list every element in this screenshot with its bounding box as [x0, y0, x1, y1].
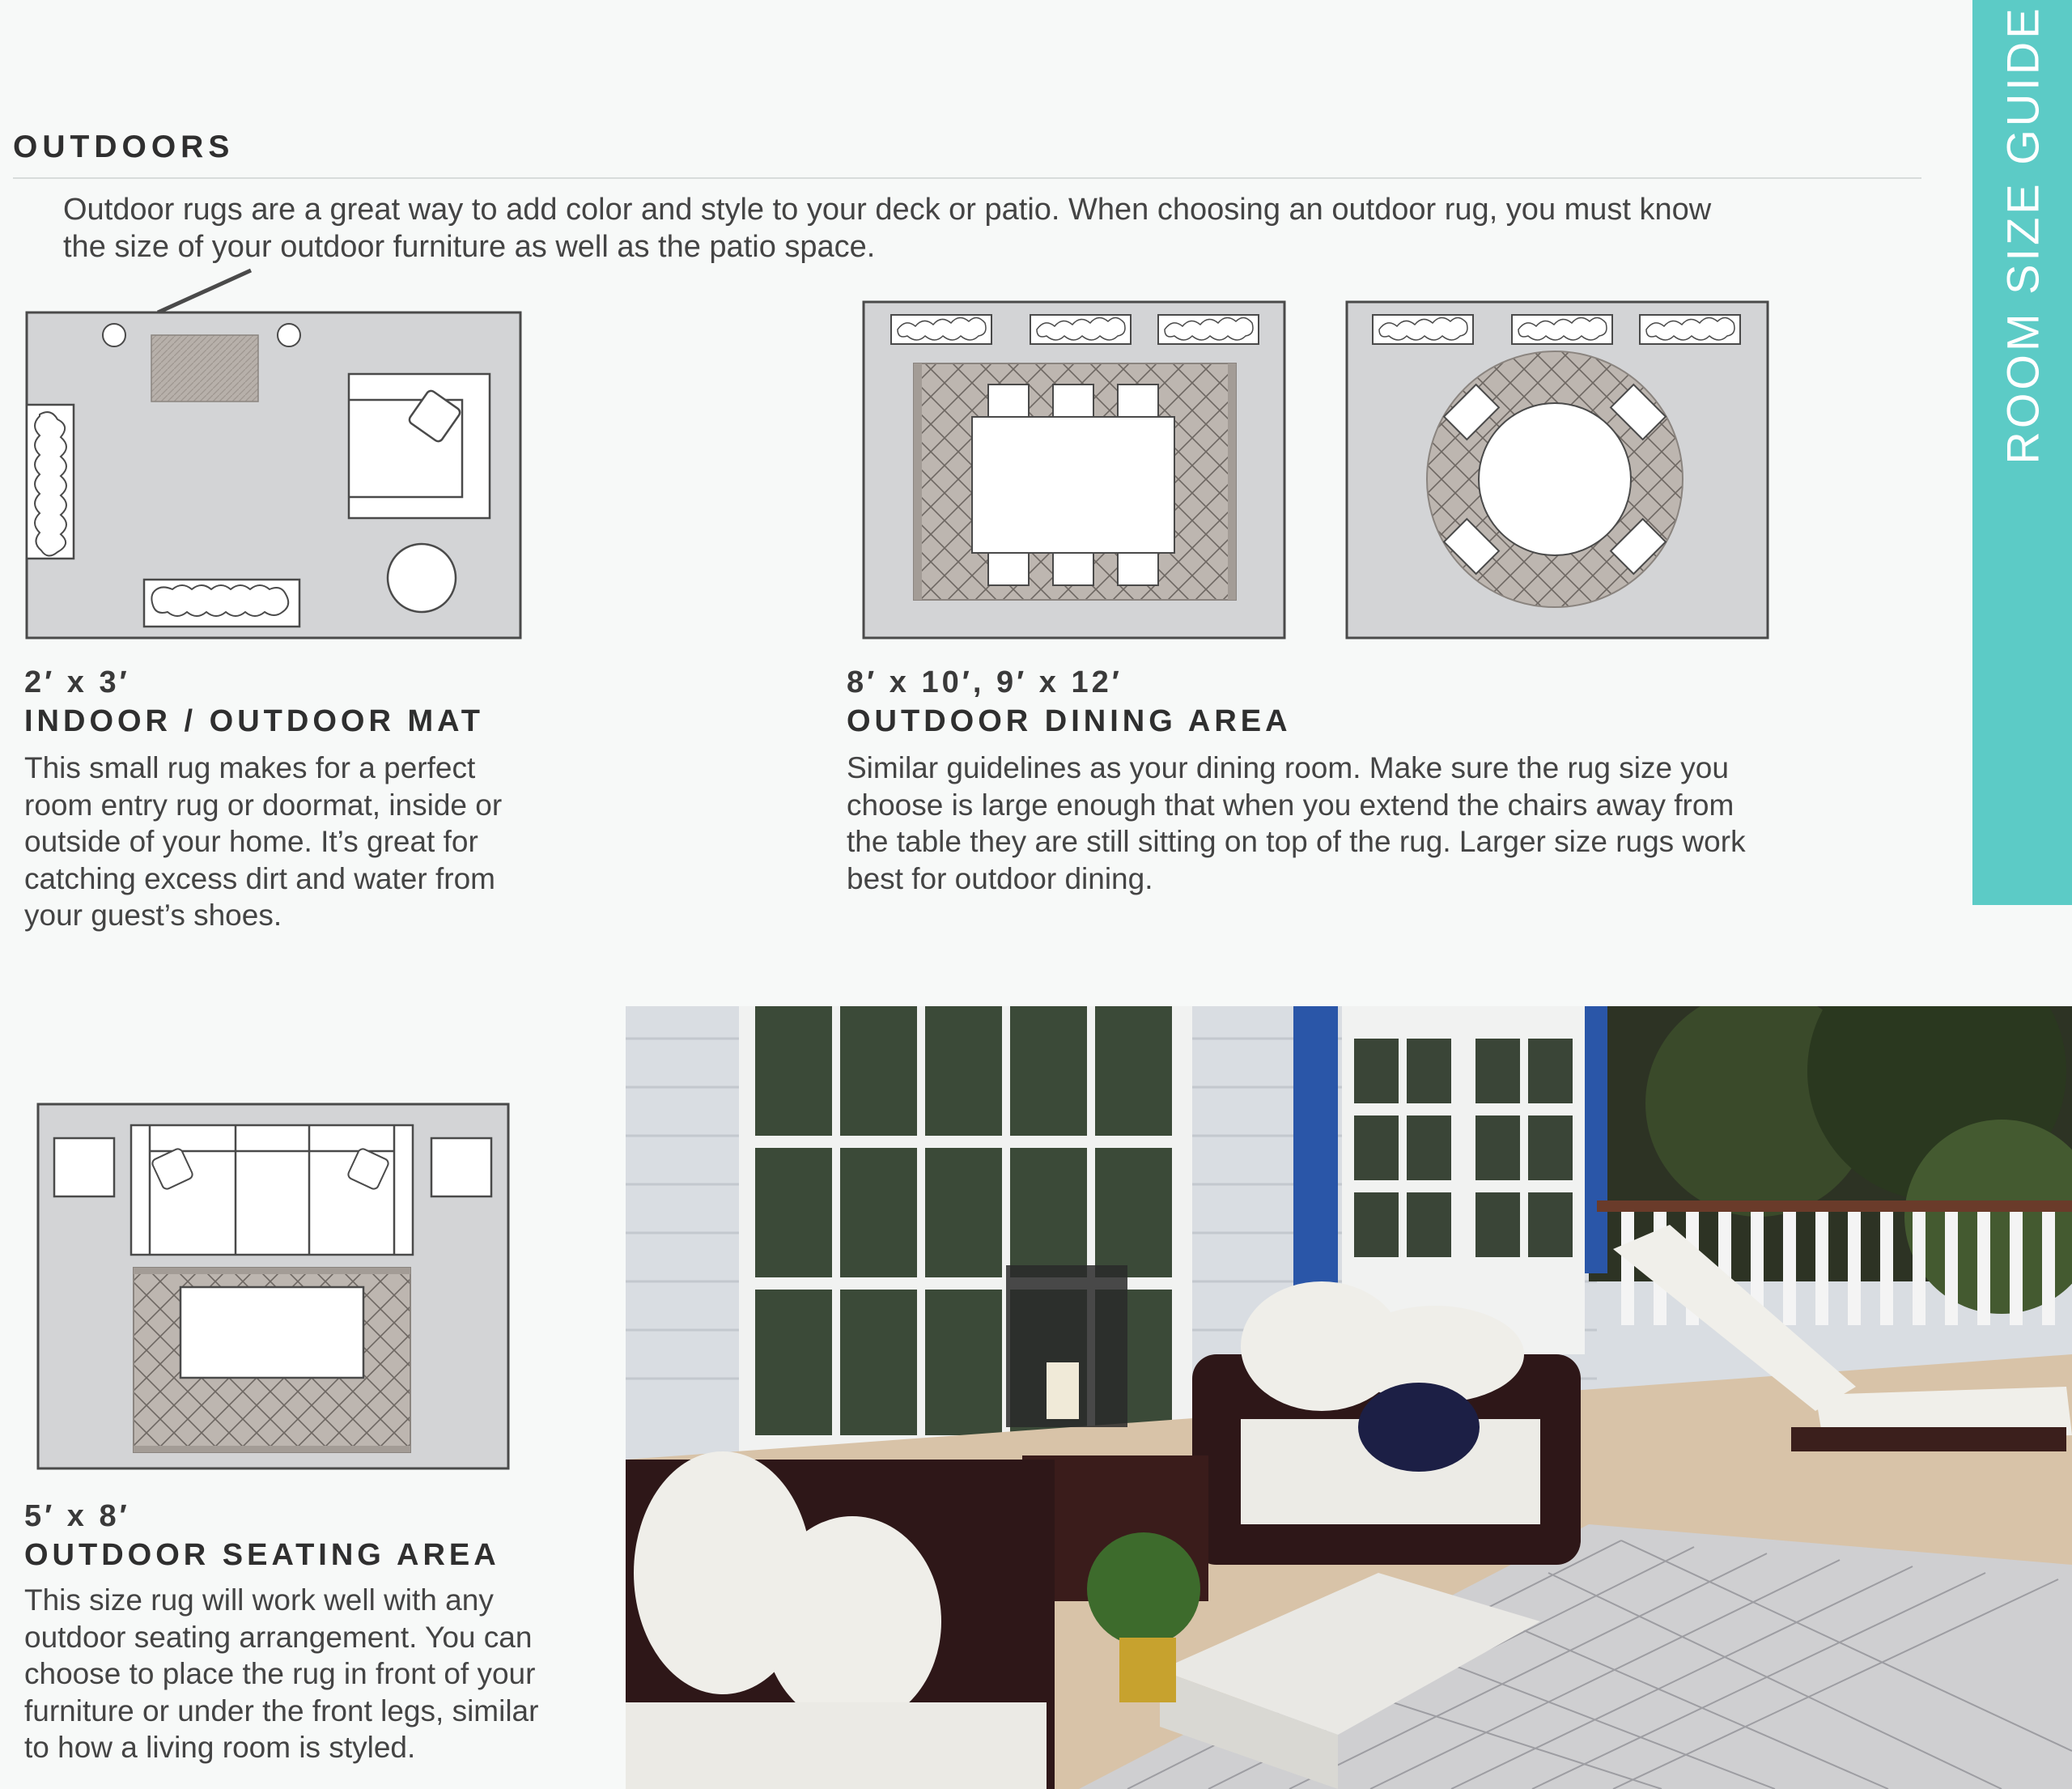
item-name: OUTDOOR SEATING AREA — [24, 1538, 500, 1572]
item-size: 5′ x 8′ — [24, 1499, 130, 1533]
item-description: This size rug will work well with any outdoor seating arrangement. You can choose to place the rug in front of your furniture or under the front legs, similar to how a living room is styled. — [24, 1583, 539, 1764]
entry-mat — [151, 335, 258, 402]
dining-table-round — [1479, 403, 1631, 555]
section-title: OUTDOORS — [13, 130, 235, 164]
patio-photo — [626, 1006, 2072, 1789]
dining-round-diagram — [1345, 300, 1769, 640]
dining-table-rect — [972, 417, 1174, 553]
pointer-line — [146, 261, 259, 317]
item-size: 2′ x 3′ — [24, 665, 130, 699]
seating-diagram — [36, 1103, 510, 1470]
tab-label: ROOM SIZE GUIDE — [1997, 5, 2048, 465]
intro-text: Outdoor rugs are a great way to add color and style to your deck or patio. When choosing an outdoor rug, you must know the size of your outdoor furniture as well as the patio space. — [63, 193, 1712, 264]
dining-rect-diagram — [862, 300, 1286, 640]
item-description: Similar guidelines as your dining room. Make sure the rug size you choose is large enough that when you extend the chairs away from the table they are still sitting on top of the rug. Larger size rugs work best for outdoor dining. — [847, 751, 1746, 895]
divider — [13, 177, 1921, 179]
coffee-table — [180, 1287, 363, 1378]
sofa — [131, 1125, 413, 1255]
item-name: INDOOR / OUTDOOR MAT — [24, 704, 484, 738]
mat-diagram — [25, 311, 522, 640]
item-description: This small rug makes for a perfect room entry rug or doormat, inside or outside of your home. It’s great for catching excess dirt and water from your guest’s shoes. — [24, 751, 503, 932]
item-name: OUTDOOR DINING AREA — [847, 704, 1292, 738]
side-tab — [1972, 0, 2072, 905]
item-size: 8′ x 10′, 9′ x 12′ — [847, 665, 1123, 699]
